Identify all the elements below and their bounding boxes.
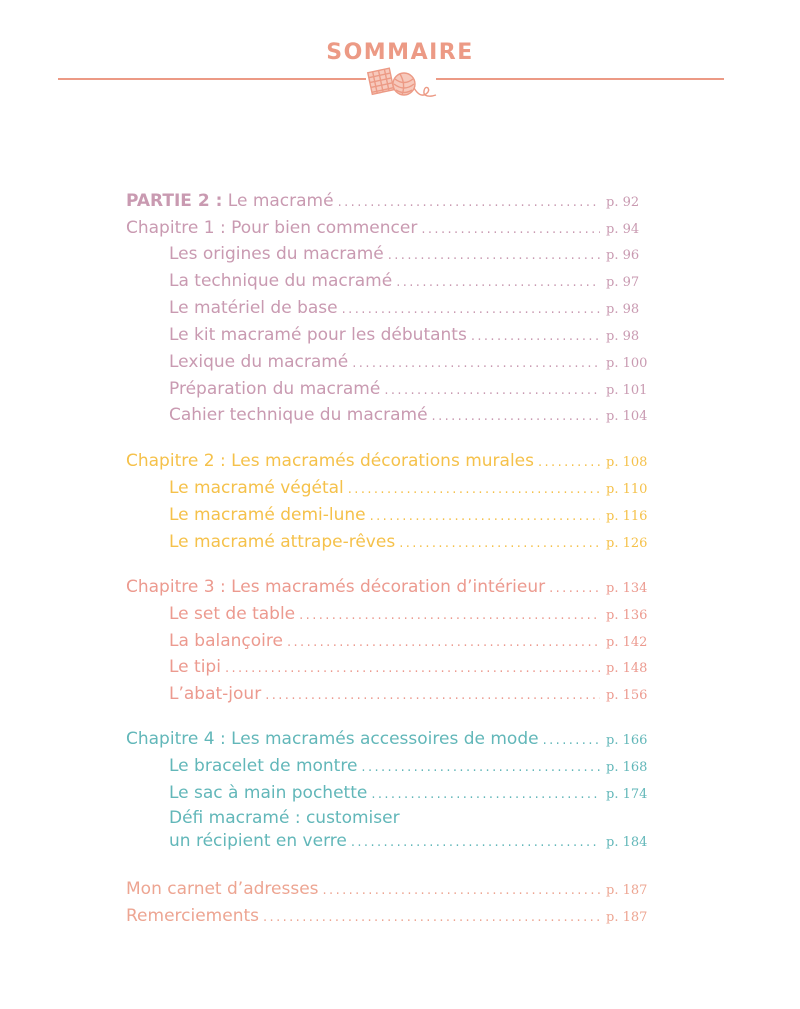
page-number: p. 110 (606, 482, 648, 497)
leader-dots (370, 505, 600, 529)
toc-entry-label: Lexique du macramé (169, 352, 349, 372)
leader-dots (351, 831, 600, 855)
leader-dots (265, 684, 600, 708)
toc-entry-defi[interactable] (169, 829, 654, 853)
leader-dots (388, 244, 600, 268)
leader-dots (342, 298, 600, 322)
toc-entry-label: Le macramé attrape-rêves (169, 532, 396, 552)
page-title: SOMMAIRE (326, 40, 474, 65)
leader-dots (471, 325, 600, 349)
header-rule-left (58, 78, 366, 80)
toc-entry[interactable] (169, 602, 654, 626)
page-number: p. 126 (606, 536, 648, 551)
page-number: p. 142 (606, 635, 648, 650)
page-number: p. 97 (606, 275, 640, 290)
toc-entry-label: un récipient en verre (169, 831, 347, 851)
toc-entry-chapitre-4[interactable] (126, 727, 654, 751)
page-number: p. 168 (606, 760, 648, 775)
page-number: p. 156 (606, 688, 648, 703)
toc-entry[interactable] (169, 242, 654, 266)
toc-entry[interactable] (169, 530, 654, 554)
toc-entry-label: Préparation du macramé (169, 379, 381, 399)
toc-entry-label: L’abat-jour (169, 684, 262, 704)
page-number: p. 101 (606, 383, 648, 398)
page-number: p. 174 (606, 787, 648, 802)
toc-entry-label: Le tipi (169, 657, 221, 677)
toc-entry-label: Chapitre 2 : Les macramés décorations murales (126, 451, 534, 471)
page-number: p. 187 (606, 883, 648, 898)
leader-dots (371, 783, 600, 807)
toc-entry[interactable] (169, 323, 654, 347)
leader-dots (538, 451, 600, 475)
leader-dots (338, 191, 600, 215)
leader-dots (543, 729, 600, 753)
leader-dots (348, 478, 600, 502)
toc-entry-carnet-adresses[interactable] (126, 877, 654, 901)
toc-entry-label: Le macramé végétal (169, 478, 344, 498)
toc-entry-label: La technique du macramé (169, 271, 393, 291)
page-number: p. 98 (606, 302, 640, 317)
toc-entry-label: Le kit macramé pour les débutants (169, 325, 467, 345)
toc-entry-chapitre-1[interactable] (126, 216, 654, 240)
page-number: p. 92 (606, 195, 640, 210)
page-number: p. 98 (606, 329, 640, 344)
page-number: p. 104 (606, 409, 648, 424)
toc-entry[interactable] (169, 350, 654, 374)
toc-entry[interactable] (169, 754, 654, 778)
toc-entry-label: Le macramé demi-lune (169, 505, 366, 525)
toc-entry-label: PARTIE 2 : Le macramé (126, 191, 334, 211)
toc-entry-label: Les origines du macramé (169, 244, 384, 264)
page-number: p. 184 (606, 835, 648, 850)
page-number: p. 187 (606, 910, 648, 925)
leader-dots (399, 532, 600, 556)
toc-entry[interactable] (169, 655, 654, 679)
leader-dots (421, 218, 600, 242)
page-number: p. 94 (606, 222, 640, 237)
toc-entry-label: La balançoire (169, 631, 283, 651)
toc-entry-chapitre-2[interactable] (126, 449, 654, 473)
toc-entry[interactable] (169, 403, 654, 427)
toc-entry-label: Chapitre 1 : Pour bien commencer (126, 218, 418, 238)
toc-entry-label: Le set de table (169, 604, 296, 624)
toc-entry-label: Mon carnet d’adresses (126, 879, 319, 899)
page-number: p. 136 (606, 608, 648, 623)
leader-dots (396, 271, 600, 295)
page-number: p. 100 (606, 356, 648, 371)
leader-dots (323, 879, 600, 903)
yarn-ball-icon (362, 64, 442, 104)
page-number: p. 108 (606, 455, 648, 470)
toc-entry[interactable] (169, 781, 654, 805)
leader-dots (384, 379, 600, 403)
toc-entry-label: Chapitre 4 : Les macramés accessoires de mode (126, 729, 539, 749)
toc-entry-partie[interactable] (126, 189, 654, 213)
page-number: p. 166 (606, 733, 648, 748)
toc-entry-chapitre-3[interactable] (126, 575, 654, 599)
toc-entry[interactable] (169, 269, 654, 293)
toc-entry-label: Le bracelet de montre (169, 756, 358, 776)
toc-entry-label: Le matériel de base (169, 298, 338, 318)
header-rule-right (436, 78, 724, 80)
leader-dots (352, 352, 600, 376)
toc-entry-remerciements[interactable] (126, 904, 654, 928)
leader-dots (299, 604, 600, 628)
toc-entry[interactable] (169, 377, 654, 401)
leader-dots (263, 906, 600, 930)
toc-entry[interactable] (169, 296, 654, 320)
page-number: p. 96 (606, 248, 640, 263)
toc-entry-label: Le sac à main pochette (169, 783, 368, 803)
toc-entry-label: Chapitre 3 : Les macramés décoration d’intérieur (126, 577, 546, 597)
toc-entry[interactable] (169, 629, 654, 653)
toc-entry-label: Remerciements (126, 906, 259, 926)
toc-entry[interactable] (169, 682, 654, 706)
leader-dots (361, 756, 600, 780)
toc-entry-defi-line-1: Défi macramé : customiser (169, 808, 400, 828)
toc-entry[interactable] (169, 503, 654, 527)
page-number: p. 134 (606, 581, 648, 596)
toc-entry[interactable] (169, 476, 654, 500)
leader-dots (549, 577, 600, 601)
page-number: p. 116 (606, 509, 648, 524)
toc-entry-label: Cahier technique du macramé (169, 405, 428, 425)
leader-dots (287, 631, 600, 655)
page-number: p. 148 (606, 661, 648, 676)
leader-dots (225, 657, 600, 681)
leader-dots (432, 405, 600, 429)
